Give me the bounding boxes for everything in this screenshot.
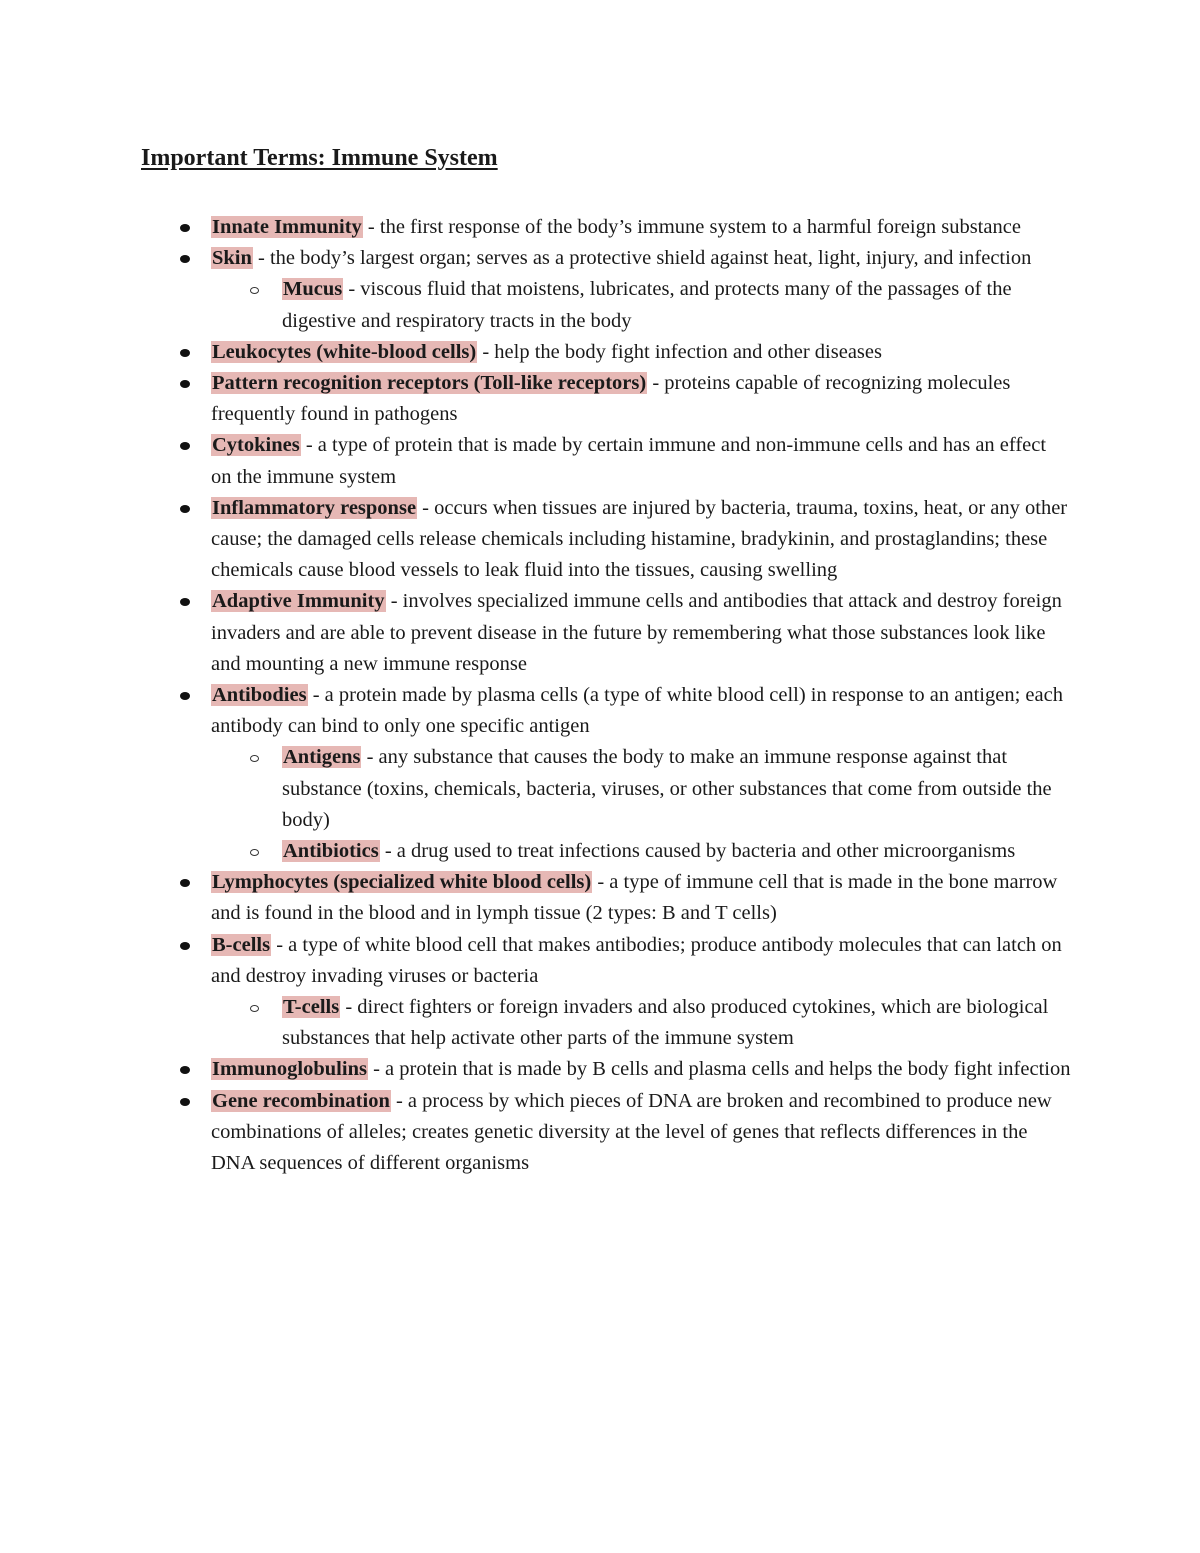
sub-list-item <box>282 274 1071 336</box>
term-definition: - proteins capable of recognizing molecules frequently found in pathogens <box>211 372 1011 426</box>
term-highlight: T-cells <box>283 996 340 1019</box>
list-item <box>211 368 1071 430</box>
terms-list <box>211 212 1071 1179</box>
term-definition: - a type of immune cell that is made in the bone marrow and is found in the blood and in lymph tissue (2 types: B and T cells) <box>211 871 1058 925</box>
list-item <box>211 493 1071 587</box>
term-highlight: Lymphocytes (specialized white blood cells) <box>212 871 592 894</box>
list-item <box>211 680 1071 867</box>
list-item <box>211 243 1071 337</box>
term-highlight: Antibiotics <box>283 840 379 863</box>
list-item <box>211 586 1071 680</box>
term-highlight: Leukocytes (white-blood cells) <box>212 340 477 363</box>
term-highlight: Innate Immunity <box>212 216 362 238</box>
term-definition: - a process by which pieces of DNA are broken and recombined to produce new combinations of alleles; creates genetic diversity at the level of genes that reflects differences in the DNA sequences of different organisms <box>211 1089 1052 1175</box>
list-item <box>211 212 1071 243</box>
sub-list-item <box>282 836 1071 867</box>
term-highlight: Immunoglobulins <box>212 1058 367 1081</box>
term-highlight: Skin <box>212 247 252 270</box>
term-highlight: Antibodies <box>212 684 307 707</box>
term-definition: - a protein made by plasma cells (a type of white blood cell) in response to an antigen; each antibody can bind to only one specific antigen <box>211 684 1063 738</box>
list-item <box>211 337 1071 368</box>
term-definition: - occurs when tissues are injured by bacteria, trauma, toxins, heat, or any other cause; the damaged cells release chemicals including histamine, bradykinin, and prostaglandins; these chemicals cause blood vessels to leak fluid into the tissues, causing swelling <box>211 496 1068 582</box>
term-definition: - help the body fight infection and other diseases <box>477 340 882 363</box>
term-definition: - direct fighters or foreign invaders and also produced cytokines, which are biological substances that help activate other parts of the immune system <box>282 996 1049 1050</box>
term-definition: - a drug used to treat infections caused by bacteria and other microorganisms <box>379 840 1016 863</box>
term-definition: - a type of protein that is made by certain immune and non-immune cells and has an effect on the immune system <box>211 434 1047 488</box>
sub-terms-list <box>211 742 1071 867</box>
list-item <box>211 1054 1071 1085</box>
term-definition: - the body’s largest organ; serves as a protective shield against heat, light, injury, and infection <box>252 247 1032 270</box>
term-highlight: Inflammatory response <box>212 496 417 519</box>
term-definition: - a protein that is made by B cells and plasma cells and helps the body fight infection <box>367 1058 1071 1081</box>
term-definition: - the first response of the body’s immune system to a harmful foreign substance <box>362 216 1021 238</box>
term-definition: - a type of white blood cell that makes antibodies; produce antibody molecules that can latch on and destroy invading viruses or bacteria <box>211 933 1062 987</box>
term-highlight: Gene recombination <box>212 1089 390 1112</box>
term-highlight: Pattern recognition receptors (Toll-like receptors) <box>212 372 647 395</box>
sub-terms-list <box>211 992 1071 1054</box>
term-highlight: Adaptive Immunity <box>212 590 385 613</box>
page-title: Important Terms: Immune System <box>141 145 498 171</box>
list-item <box>211 1086 1071 1180</box>
list-item <box>211 430 1071 492</box>
list-item <box>211 930 1071 1055</box>
term-highlight: Cytokines <box>212 434 300 457</box>
term-highlight: B-cells <box>212 933 271 956</box>
list-item <box>211 867 1071 929</box>
term-definition: - viscous fluid that moistens, lubricates, and protects many of the passages of the digestive and respiratory tracts in the body <box>282 278 1012 332</box>
sub-list-item <box>282 742 1071 836</box>
sub-list-item <box>282 992 1071 1054</box>
term-definition: - involves specialized immune cells and antibodies that attack and destroy foreign invaders and are able to prevent disease in the future by remembering what those substances look like and mounting a new immune response <box>211 590 1062 675</box>
sub-terms-list <box>211 274 1071 336</box>
term-highlight: Antigens <box>283 746 361 769</box>
term-highlight: Mucus <box>283 278 343 301</box>
term-definition: - any substance that causes the body to make an immune response against that substance (toxins, chemicals, bacteria, viruses, or other substances that come from outside the body) <box>282 746 1052 831</box>
